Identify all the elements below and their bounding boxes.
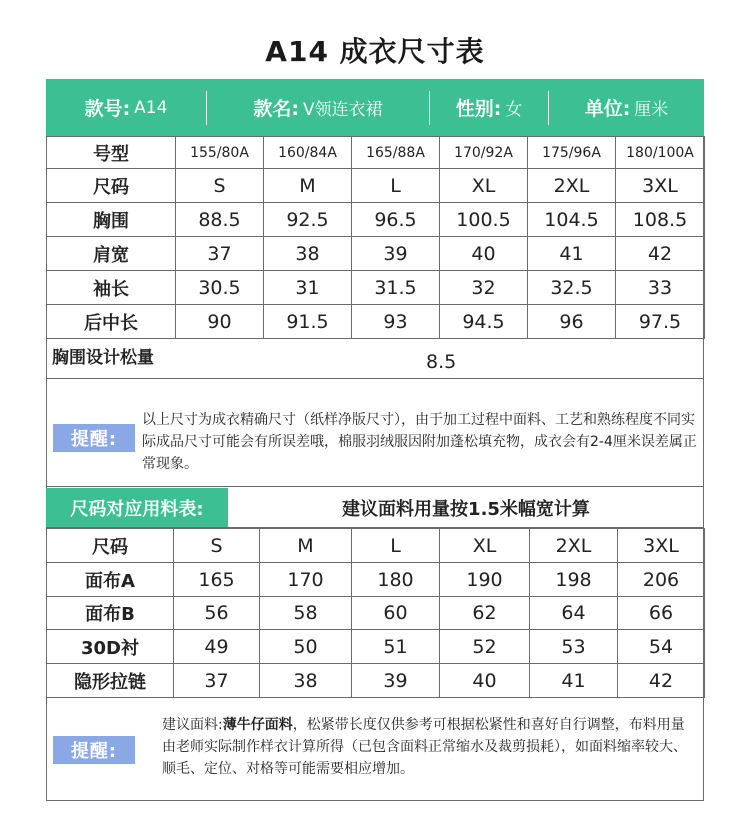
unit-cell [549,79,704,136]
table-cell: 64 [530,597,618,630]
table-row [47,529,705,563]
table-cell: 38 [264,237,352,271]
style-no-cell [46,79,206,136]
table-cell: 33 [616,271,705,305]
table-cell: 40 [440,237,528,271]
fabric-advice-highlight: 薄牛仔面料 [222,717,293,733]
table-cell: 62 [440,597,530,630]
table-cell: S [174,529,260,563]
table-cell: 93 [352,305,440,339]
table-cell: 41 [528,237,616,271]
table-cell: 100.5 [440,203,528,237]
row-label: 号型 [47,137,176,169]
table-cell: 94.5 [440,305,528,339]
row-label: 尺码 [47,169,176,203]
fabric-table [46,528,705,698]
table-cell: 53 [530,630,618,664]
table-cell: 40 [440,664,530,698]
table-cell: L [352,169,440,203]
table-cell: 108.5 [616,203,705,237]
table-cell: S [176,169,264,203]
ease-row [46,339,704,379]
style-name-value: V领连衣裙 [302,100,383,120]
ease-label: 胸围设计松量 [52,348,154,368]
table-row [47,563,705,597]
table-cell: 37 [176,237,264,271]
style-name-cell [207,79,429,136]
table-cell: 180 [352,563,440,597]
table-cell: 180/100A [616,137,705,169]
table-cell: M [264,169,352,203]
info-bar [46,79,704,136]
table-cell: M [260,529,352,563]
table-cell: 32.5 [528,271,616,305]
fabric-advice-text [162,714,697,780]
table-cell: XL [440,169,528,203]
page-title: A14 成衣尺寸表 [265,35,485,68]
row-label: 尺码 [47,529,174,563]
gender-cell [430,79,548,136]
reminder-badge: 提醒: [53,424,135,452]
table-cell: 37 [174,664,260,698]
table-cell: 51 [352,630,440,664]
table-cell: 2XL [528,169,616,203]
reminder-text: 以上尺寸为成衣精确尺寸（纸样净版尺寸），由于加工过程中面料、工艺和熟练程度不同实际成品尺寸可能会有所误差哦，棉服羽绒服因附加蓬松填充物，成衣会有2-4厘米误差属正常现象。 [142,412,697,472]
table-cell: 96.5 [352,203,440,237]
table-cell: 198 [530,563,618,597]
table-cell: 56 [174,597,260,630]
fabric-advice-body: ，松紧带长度仅供参考可根据松紧性和喜好自行调整，布料用量由老师实际制作样衣计算所得（已包含面料正常缩水及裁剪损耗），如面料缩率较大、顺毛、定位、对格等可能需要相应增加。 [162,717,687,777]
table-cell: 49 [174,630,260,664]
reminder-note-1 [46,379,704,487]
table-cell: 3XL [616,169,705,203]
gender-value: 女 [505,100,523,120]
table-cell: 206 [618,563,705,597]
table-cell: 155/80A [176,137,264,169]
fabric-section-title: 建议面料用量按1.5米幅宽计算 [342,498,590,520]
table-cell: 66 [618,597,705,630]
row-label: 面布A [47,563,174,597]
table-cell: 160/84A [264,137,352,169]
reminder-note-2 [46,698,704,801]
style-no-label: 款号: [84,98,131,120]
table-row [47,237,705,271]
row-label: 胸围 [47,203,176,237]
table-cell: 90 [176,305,264,339]
table-cell: 50 [260,630,352,664]
table-cell: 58 [260,597,352,630]
fabric-advice-prefix: 建议面料: [162,717,223,733]
row-label: 肩宽 [47,237,176,271]
table-cell: XL [440,529,530,563]
table-cell: 3XL [618,529,705,563]
unit-label: 单位: [584,98,631,120]
table-cell: 96 [528,305,616,339]
table-cell: 190 [440,563,530,597]
ease-value: 8.5 [426,351,457,373]
row-label: 隐形拉链 [47,664,174,698]
table-cell: 54 [618,630,705,664]
table-cell: 38 [260,664,352,698]
gender-label: 性别: [455,98,502,120]
style-no-value: A14 [134,97,168,118]
table-cell: 165/88A [352,137,440,169]
table-cell: 88.5 [176,203,264,237]
table-cell: 39 [352,237,440,271]
table-cell: 52 [440,630,530,664]
style-name-label: 款名: [253,98,299,120]
table-cell: 92.5 [264,203,352,237]
row-label: 面布B [47,597,174,630]
table-row [47,630,705,664]
table-cell: 42 [618,664,705,698]
reminder-badge: 提醒: [53,736,135,764]
table-cell: 30.5 [176,271,264,305]
fabric-table-body [47,529,705,698]
row-label: 袖长 [47,271,176,305]
table-cell: 2XL [530,529,618,563]
table-row [47,597,705,630]
size-table-body [47,137,705,339]
table-cell: 170 [260,563,352,597]
table-cell: 42 [616,237,705,271]
table-cell: 170/92A [440,137,528,169]
row-label: 后中长 [47,305,176,339]
table-cell: 60 [352,597,440,630]
table-cell: 31.5 [352,271,440,305]
table-cell: 39 [352,664,440,698]
table-row [47,305,705,339]
table-cell: 165 [174,563,260,597]
table-cell: 31 [264,271,352,305]
table-cell: 97.5 [616,305,705,339]
size-table [46,136,705,339]
table-cell: 32 [440,271,528,305]
table-row [47,664,705,698]
table-cell: 41 [530,664,618,698]
row-label: 30D衬 [47,630,174,664]
unit-value: 厘米 [634,100,669,120]
table-cell: 175/96A [528,137,616,169]
fabric-section-label: 尺码对应用料表: [46,488,228,527]
table-row [47,271,705,305]
table-row [47,137,705,169]
table-row [47,169,705,203]
table-cell: 91.5 [264,305,352,339]
fabric-section-header [46,488,704,528]
table-cell: L [352,529,440,563]
table-cell: 104.5 [528,203,616,237]
table-row [47,203,705,237]
